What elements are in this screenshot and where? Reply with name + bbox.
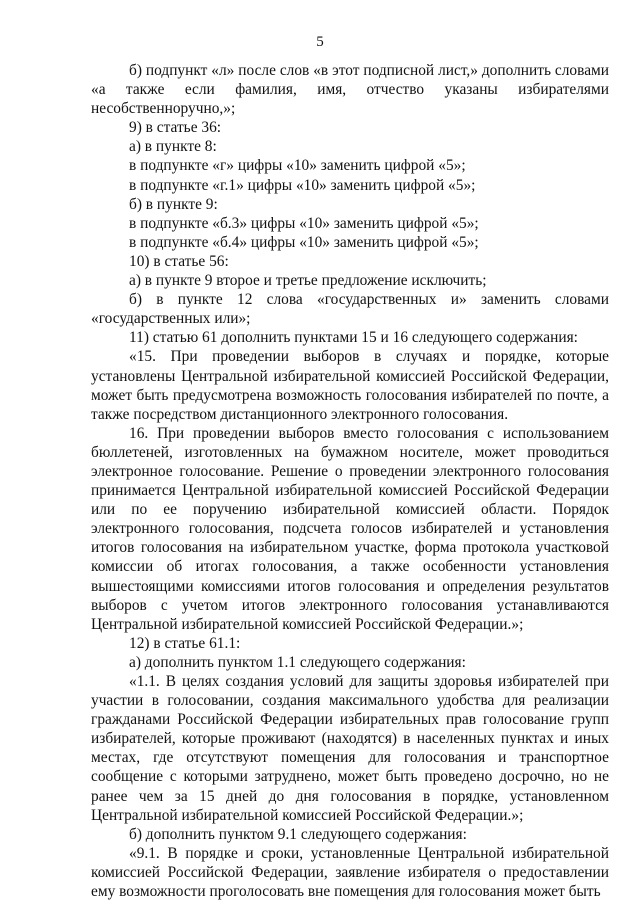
paragraph: «15. При проведении выборов в случаях и порядке, которые установлены Центральной избирательной комиссией Российской Федерации, может быть предусмотрена возможность голосования избирателей по почте, а также посредством дистанционного электронного голосования. (91, 348, 609, 423)
paragraph: 9) в статье 36: (129, 119, 222, 137)
paragraph: а) дополнить пунктом 1.1 следующего содержания: (129, 653, 466, 671)
page-number: 5 (316, 34, 324, 50)
paragraph: в подпункте «б.3» цифры «10» заменить цифрой «5»; (129, 214, 479, 232)
paragraph: 16. При проведении выборов вместо голосования с использованием бюллетеней, изготовленных на бумажном носителе, может проводиться электронное голосование. Решение о проведении электронного голосования принимается Центральной избирательной комиссией Российской Федерации или по ее поручению избирательной комиссией области. Порядок электронного голосования, подсчета голосов избирателей и установления итогов голосования на избирательном участке, форма протокола участковой комиссии об итогах голосования, а также особенности установления вышестоящими комиссиями итогов голосования и определения результатов выборов с учетом итогов электронного голосования устанавливаются Центральной избирательной комиссией Российской Федерации.»; (91, 424, 609, 633)
paragraph: «1.1. В целях создания условий для защиты здоровья избирателей при участии в голосовании, создания максимального удобства для реализации гражданами Российской Федерации избирательных прав голосование групп избирателей, которые проживают (находятся) в населенных пунктах и иных местах, где отсутствуют помещения для голосования и транспортное сообщение с которыми затруднено, может быть проведено досрочно, но не ранее чем за 15 дней до дня голосования в порядке, установленном Центральной избирательной комиссией Российской Федерации.»; (91, 673, 609, 824)
paragraph: б) в пункте 12 слова «государственных и» заменить словами «государственных или»; (91, 291, 609, 328)
paragraph: а) в пункте 8: (129, 138, 217, 156)
paragraph: 12) в статье 61.1: (129, 634, 241, 652)
paragraph: в подпункте «б.4» цифры «10» заменить цифрой «5»; (129, 233, 479, 251)
paragraph: в подпункте «г.1» цифры «10» заменить цифрой «5»; (129, 176, 476, 194)
paragraph: в подпункте «г» цифры «10» заменить цифрой «5»; (129, 157, 466, 175)
paragraph: б) подпункт «л» после слов «в этот подписной лист,» дополнить словами «а также если фамилия, имя, отчество указаны избирателями несобственноручно,»; (91, 62, 609, 118)
paragraph: б) в пункте 9: (129, 195, 218, 213)
paragraph: 10) в статье 56: (129, 252, 229, 270)
paragraph: а) в пункте 9 второе и третье предложение исключить; (129, 272, 487, 290)
paragraph: б) дополнить пунктом 9.1 следующего содержания: (129, 825, 467, 843)
document-body (91, 61, 609, 901)
paragraph: 11) статью 61 дополнить пунктами 15 и 16 следующего содержания: (129, 329, 578, 347)
paragraph: «9.1. В порядке и сроки, установленные Центральной избирательной комиссией Российской Федерации, заявление избирателя о предоставлении ему возможности проголосовать вне помещения для голосования может быть (91, 844, 609, 901)
